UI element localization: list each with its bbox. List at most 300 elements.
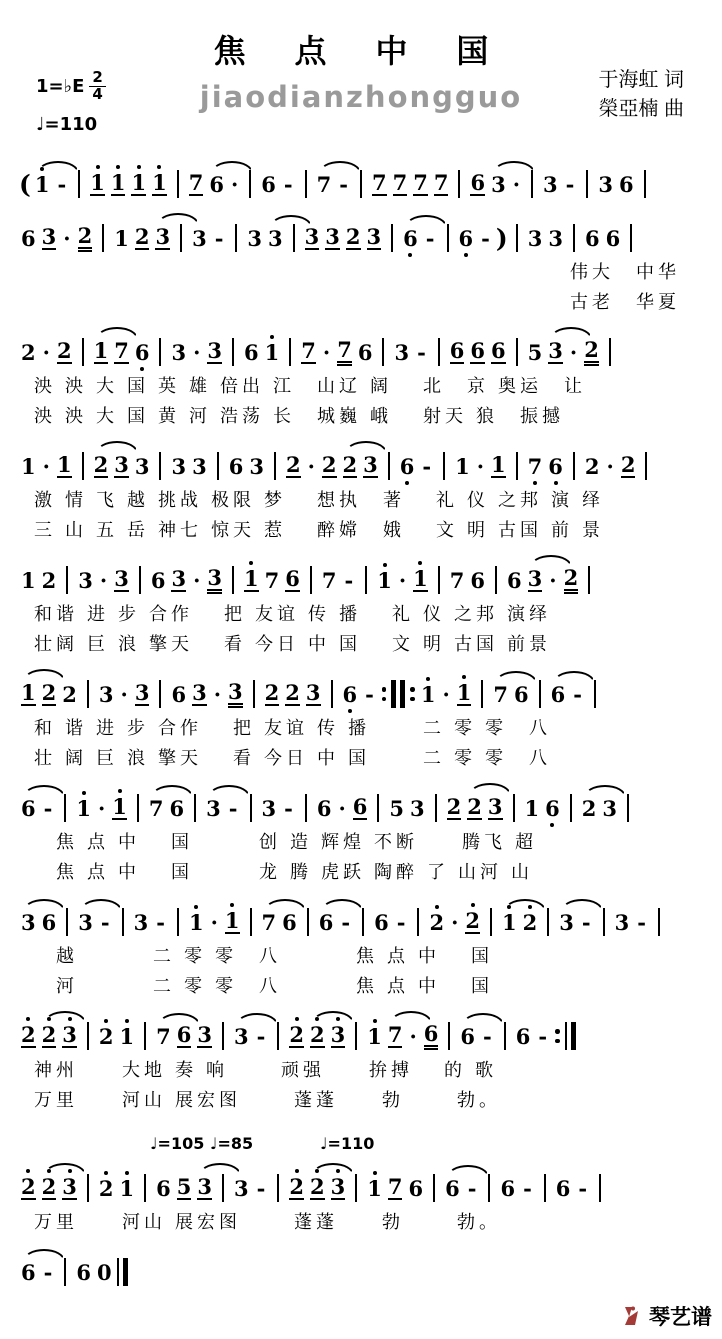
barline (217, 452, 219, 480)
barline (391, 224, 393, 252)
note-token: 2 (94, 454, 109, 478)
barline (64, 794, 66, 822)
note-token: 7 (371, 170, 387, 195)
note-token: 1 (21, 567, 36, 593)
barline (250, 794, 252, 822)
barline (516, 224, 518, 252)
thick-bar (391, 680, 396, 708)
note-token: 3 (228, 681, 243, 708)
note-token: 3 (197, 1176, 212, 1200)
augmentation-dot: · (398, 567, 407, 593)
slur-arc (319, 161, 361, 173)
thin-bar (117, 1258, 119, 1286)
notes-row (0, 220, 722, 256)
note-token: 7 (114, 338, 129, 363)
slur-arc (493, 161, 535, 173)
note-token: 6 (374, 909, 389, 935)
note-token: 1 (413, 568, 428, 592)
note-token: 1 (421, 684, 436, 705)
octave-dot-above (26, 1017, 30, 1021)
octave-dot-above (118, 789, 122, 793)
note-token: 3 (207, 338, 222, 363)
octave-dot-above (26, 1169, 30, 1173)
barline (232, 338, 234, 366)
note-token: 1 (377, 570, 392, 591)
barline (443, 452, 445, 480)
slur-arc (553, 671, 595, 683)
octave-dot-below (408, 253, 412, 257)
music-system (0, 1018, 722, 1114)
duration-dash: - (339, 171, 348, 197)
barline (180, 224, 182, 252)
duration-dash: - (425, 225, 435, 251)
note-token: 1 (225, 910, 240, 934)
barline (448, 1022, 450, 1050)
note-token: 1 (114, 225, 129, 251)
augmentation-dot: · (307, 453, 315, 479)
note-token: 6 (400, 456, 415, 477)
note-token: 6 (156, 1175, 171, 1201)
note-token: 3 (559, 912, 574, 933)
duration-dash: - (256, 1023, 266, 1049)
note-token: 6 (21, 225, 36, 251)
barline (177, 170, 179, 198)
note-token: 6 (357, 339, 373, 365)
octave-dot-above (68, 1169, 72, 1173)
barline (274, 452, 276, 480)
note-token: 2 (467, 796, 482, 820)
note-token: 3 (78, 912, 93, 933)
note-token: 3 (171, 339, 187, 365)
augmentation-dot: · (442, 681, 450, 707)
note-token: 6 (584, 225, 600, 251)
duration-dash: - (637, 909, 646, 935)
barline (658, 908, 660, 936)
octave-dot-above (116, 165, 120, 169)
duration-dash: - (57, 171, 67, 197)
note-token: 5 (527, 339, 543, 365)
barline (435, 794, 437, 822)
note-token: 3 (247, 225, 263, 251)
note-token: 2 (42, 1024, 57, 1048)
duration-dash: - (156, 909, 165, 935)
barline (504, 1022, 506, 1050)
notes-row (0, 1254, 722, 1290)
lyricist-credit: 于海虹 词 (598, 69, 684, 91)
tempo-marking: ♩=110 (36, 114, 98, 135)
notes-row (0, 904, 722, 940)
barline (82, 338, 84, 366)
note-token: 1 (502, 912, 517, 933)
augmentation-dot: · (476, 453, 485, 479)
augmentation-dot: · (97, 795, 106, 821)
note-token: 3 (114, 566, 129, 591)
slur-arc (236, 1013, 278, 1025)
duration-dash: - (365, 681, 374, 707)
note-token: 2 (343, 454, 358, 478)
note-token: 6 (209, 174, 224, 195)
note-token: 6 (470, 170, 486, 195)
watermark (622, 1301, 712, 1331)
note-token: 2 (584, 453, 600, 479)
note-token: 7 (262, 912, 277, 933)
octave-dot-below (405, 481, 409, 485)
note-token: 7 (149, 798, 164, 819)
tempo-change-mark: ♩=105 ♩=85 (150, 1134, 254, 1153)
note-token: 6 (470, 338, 486, 363)
note-token: 2 (21, 339, 36, 365)
note-token: 6 (408, 1175, 424, 1201)
repeat-dots (555, 1029, 560, 1043)
note-token: 3 (62, 1024, 77, 1048)
song-title: 焦 点 中 国 (213, 33, 509, 69)
slur-arc (208, 785, 250, 797)
note-token: 2 (56, 338, 72, 363)
note-token: 3 (192, 453, 207, 479)
duration-dash: - (284, 795, 293, 821)
duration-dash: - (228, 795, 238, 821)
duration-dash: - (565, 171, 575, 197)
note-token: 1 (90, 172, 105, 196)
octave-dot-above (104, 1019, 108, 1023)
barline (644, 170, 646, 198)
barline (277, 1022, 279, 1050)
barline (481, 680, 483, 708)
parenthesis: ( (19, 169, 31, 199)
barline (573, 452, 575, 480)
note-token: 3 (527, 225, 543, 251)
barline (603, 908, 605, 936)
note-token: 3 (171, 566, 187, 591)
note-token: 2 (285, 680, 300, 705)
note-token: 7 (528, 456, 543, 477)
duration-dash: - (573, 681, 582, 707)
note-token: 3 (304, 224, 320, 249)
barline (490, 908, 492, 936)
note-token: 1 (457, 682, 472, 706)
lyrics-line-verse1: 越 二 零 零 八 焦 点 中 国 (34, 946, 494, 966)
note-token: 6 (491, 338, 506, 363)
octave-dot-above (295, 1017, 299, 1021)
augmentation-dot: · (322, 339, 331, 365)
barline (222, 1022, 224, 1050)
note-token: 3 (410, 795, 425, 821)
duration-dash: - (344, 567, 354, 593)
note-token: 3 (548, 340, 563, 364)
slur-arc (23, 785, 65, 797)
note-token: 6 (261, 171, 276, 197)
barline (547, 908, 549, 936)
tempo-change-row (0, 1132, 722, 1156)
octave-dot-below (533, 481, 537, 485)
duration-dash: - (483, 1023, 492, 1049)
note-token: 3 (491, 174, 506, 195)
note-token: 6 (316, 795, 332, 821)
barline (232, 566, 234, 594)
note-token: 6 (285, 566, 300, 591)
lyrics-line-verse1: 激 情 飞 越 挑战 极限 梦 想执 著 礼 仪 之邦 演 绎 (34, 490, 605, 510)
note-token: 7 (317, 174, 332, 195)
barline (627, 794, 629, 822)
barline (531, 170, 533, 198)
note-token: 6 (169, 795, 185, 821)
duration-dash: - (283, 171, 293, 197)
note-token: 2 (310, 1176, 325, 1200)
qinyipu-logo-icon (622, 1304, 646, 1328)
notes-row (0, 448, 722, 484)
barline (293, 224, 295, 252)
note-token: 2 (21, 1176, 36, 1200)
augmentation-dot: · (193, 567, 201, 593)
note-token: 1 (265, 342, 280, 363)
barline (122, 908, 124, 936)
barline (645, 452, 647, 480)
duration-dash: - (417, 339, 426, 365)
barline (305, 794, 307, 822)
slur-arc (561, 899, 603, 911)
note-token: 6 (449, 338, 465, 363)
octave-dot-above (157, 165, 161, 169)
note-token: 6 (343, 684, 358, 705)
note-token: 2 (429, 912, 444, 933)
duration-dash: - (481, 225, 490, 251)
watermark-text: 琴艺谱 (649, 1306, 712, 1329)
note-token: 6 (445, 1178, 460, 1199)
note-token: 1 (21, 453, 36, 479)
note-token: 1 (131, 172, 146, 196)
note-token: 1 (189, 912, 204, 933)
barline (588, 566, 590, 594)
music-system (0, 166, 722, 202)
barline (438, 338, 440, 366)
slur-arc (264, 899, 306, 911)
barline (194, 794, 196, 822)
meter-denominator: 4 (92, 84, 103, 103)
octave-dot-above (336, 1169, 340, 1173)
note-token: 6 (21, 1262, 36, 1283)
credits (598, 66, 684, 124)
note-token: 2 (321, 452, 337, 477)
augmentation-dot: · (42, 339, 50, 365)
slur-arc (157, 213, 199, 225)
note-token: 2 (584, 339, 599, 366)
score (0, 152, 722, 1308)
barline (310, 566, 312, 594)
note-token: 3 (234, 1175, 249, 1201)
notes-row (0, 334, 722, 370)
note-token: 7 (392, 170, 408, 195)
note-token: 2 (446, 794, 462, 819)
lyrics-line-verse2: 三 山 五 岳 神七 惊天 惹 醉嫦 娥 文 明 古国 前 景 (34, 520, 605, 540)
octave-dot-above (125, 1171, 129, 1175)
note-token: 3 (261, 795, 277, 821)
slur-arc (462, 1013, 504, 1025)
note-token: 6 (403, 228, 418, 249)
octave-dot-above (194, 905, 198, 909)
note-token: 6 (135, 342, 150, 363)
note-token: 1 (367, 1178, 382, 1199)
lyrics-line-verse1: 泱 泱 大 国 英 雄 倍出 江 山辽 阔 北 京 奥运 让 (34, 376, 587, 396)
note-token: 6 (76, 1259, 91, 1285)
octave-dot-below (140, 367, 144, 371)
note-token: 3 (249, 453, 264, 479)
note-token: 2 (310, 1024, 325, 1048)
barline (78, 170, 80, 198)
lyrics-line-verse1: 神州 大地 奏 响 顽强 拚搏 的 歌 (34, 1060, 498, 1080)
music-system (0, 904, 722, 1000)
note-token: 6 (176, 1022, 192, 1047)
note-token: 3 (206, 798, 221, 819)
barline (277, 1174, 279, 1202)
barline (102, 224, 104, 252)
notes-row (0, 790, 722, 826)
barline (159, 452, 161, 480)
note-token: 3 (234, 1026, 249, 1047)
notes-row (0, 1018, 722, 1054)
duration-dash: - (256, 1175, 266, 1201)
barline (382, 338, 384, 366)
augmentation-dot: · (549, 567, 557, 593)
barline (289, 338, 291, 366)
thin-bar (565, 1022, 567, 1050)
note-token: 3 (133, 909, 149, 935)
note-token: 2 (523, 912, 538, 933)
note-token: 3 (614, 909, 630, 935)
barline (159, 338, 161, 366)
note-token: 3 (207, 567, 222, 594)
barline (250, 908, 252, 936)
note-token: 7 (413, 170, 428, 195)
octave-dot-above (82, 791, 86, 795)
note-token: 3 (528, 568, 543, 592)
music-system (0, 790, 722, 886)
note-token: 6 (282, 909, 297, 935)
barline (570, 794, 572, 822)
duration-dash: - (43, 795, 53, 821)
barline (516, 338, 518, 366)
music-system (0, 448, 722, 544)
barline (539, 680, 541, 708)
barline (458, 170, 460, 198)
note-token: 6 (150, 567, 166, 593)
note-token: 2 (289, 1176, 304, 1200)
octave-dot-above (462, 675, 466, 679)
note-token: 7 (188, 170, 204, 195)
octave-dot-above (96, 165, 100, 169)
slur-arc (211, 161, 253, 173)
note-token: 2 (134, 224, 150, 249)
note-token: 3 (598, 171, 613, 197)
barline (222, 1174, 224, 1202)
note-token: 1 (491, 452, 506, 477)
octave-dot-above (373, 1171, 377, 1175)
octave-dot-above (435, 905, 439, 909)
note-token: 5 (389, 795, 405, 821)
notes-row (0, 562, 722, 598)
note-token: 3 (62, 1176, 77, 1200)
duration-dash: - (396, 909, 406, 935)
note-token: 7 (433, 170, 449, 195)
note-token: 3 (41, 224, 57, 249)
note-token: 6 (618, 171, 634, 197)
slur-arc (504, 899, 546, 911)
note-token: 3 (543, 171, 558, 197)
duration-dash: - (422, 453, 432, 479)
barline (355, 1022, 357, 1050)
lyrics-line-verse2: 壮 阔 巨 浪 擎天 看 今日 中 国 二 零 零 八 (34, 748, 552, 768)
slur-arc (80, 899, 122, 911)
pinyin-subtitle: jiaodianzhongguo (199, 80, 523, 114)
note-token: 1 (56, 452, 72, 477)
augmentation-dot: · (63, 225, 71, 251)
augmentation-dot: · (213, 681, 221, 707)
octave-dot-above (528, 905, 532, 909)
barline (87, 1022, 89, 1050)
barline (144, 1022, 146, 1050)
octave-dot-below (550, 823, 554, 827)
barline (144, 1174, 146, 1202)
slur-arc (199, 1163, 241, 1175)
note-token: 6 (507, 567, 522, 593)
barline (544, 1174, 546, 1202)
barline (573, 224, 575, 252)
note-token: 6 (319, 912, 334, 933)
augmentation-dot: · (42, 453, 50, 479)
lyrics-line-verse1: 焦 点 中 国 创 造 辉煌 不断 腾飞 超 (34, 832, 538, 852)
key-text: 1=♭E (36, 75, 85, 97)
barline (305, 170, 307, 198)
lyrics-line-verse2: 河 二 零 零 八 焦 点 中 国 (34, 976, 494, 996)
barline (599, 1174, 601, 1202)
note-token: 6 (424, 1023, 439, 1050)
parenthesis: ) (495, 223, 508, 253)
music-system (0, 562, 722, 658)
barline (66, 908, 68, 936)
augmentation-dot: · (409, 1023, 417, 1049)
note-token: 2 (285, 452, 301, 477)
note-token: 2 (41, 567, 57, 593)
duration-dash: - (523, 1175, 532, 1201)
note-token: 6 (514, 681, 529, 707)
barline (433, 1174, 435, 1202)
lyrics-line-verse2: 泱 泱 大 国 黄 河 浩荡 长 城巍 峨 射天 狼 振撼 (34, 406, 565, 426)
octave-dot-below (348, 709, 352, 713)
note-token: 7 (449, 567, 465, 593)
note-token: 1 (455, 453, 470, 479)
note-token: 3 (363, 452, 378, 477)
repeat-dots (410, 687, 415, 701)
thick-bar (571, 1022, 576, 1050)
barline (594, 680, 596, 708)
duration-dash: - (214, 225, 224, 251)
octave-dot-above (230, 903, 234, 907)
lyrics-line-verse2: 壮阔 巨 浪 擎天 看 今日 中 国 文 明 古国 前景 (34, 634, 552, 654)
music-system (0, 220, 722, 316)
note-token: 3 (331, 1176, 346, 1200)
duration-dash: - (581, 909, 591, 935)
note-token: 3 (114, 452, 129, 477)
notes-row (0, 676, 722, 712)
augmentation-dot: · (99, 567, 108, 593)
note-token: 3 (548, 225, 563, 251)
barline (235, 224, 237, 252)
augmentation-dot: · (606, 453, 614, 479)
octave-dot-above (270, 335, 274, 339)
lyrics-line-verse2: 焦 点 中 国 龙 腾 虎跃 陶醉 了 山河 山 (34, 862, 534, 882)
meter-numerator: 2 (89, 70, 105, 87)
music-system (0, 334, 722, 430)
note-token: 6 (551, 684, 566, 705)
